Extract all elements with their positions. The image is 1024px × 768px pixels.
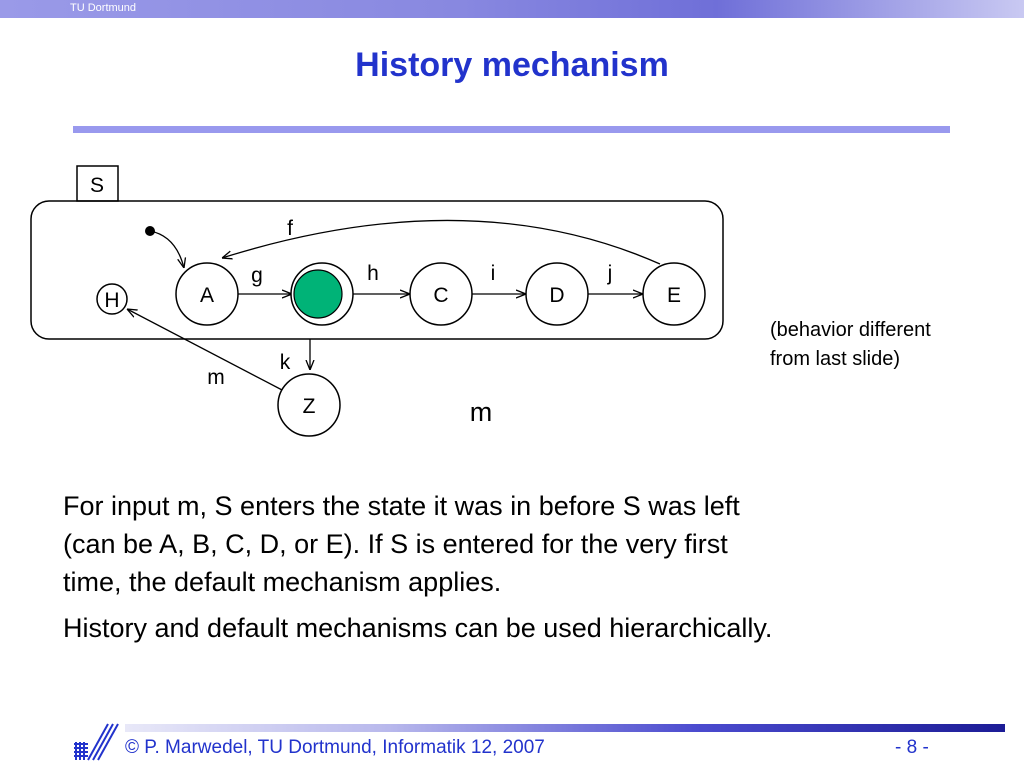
state-e-label: E: [666, 284, 682, 307]
state-a-label: A: [199, 284, 215, 307]
event-m-label: m: [469, 397, 493, 427]
body-paragraph: [63, 609, 983, 647]
body-line: (can be A, B, C, D, or E). If S is entered for the very first: [63, 529, 728, 559]
transition-k-label: k: [279, 351, 291, 374]
state-b-active-marker: [294, 270, 342, 318]
side-note-line: (behavior different: [770, 319, 931, 341]
header-org-label: TU Dortmund: [70, 2, 137, 14]
transition-f-label: f: [287, 217, 293, 240]
side-note-line: from last slide): [770, 348, 901, 370]
side-note: [770, 316, 1010, 374]
transition-i-label: i: [490, 262, 496, 285]
page-number: - 8 -: [895, 737, 929, 758]
body-text: [63, 487, 983, 655]
transition-m-label: m: [207, 366, 225, 389]
body-line: For input m, S enters the state it was in before S was left: [63, 491, 740, 521]
superstate-label: S: [89, 174, 105, 197]
transition-g-label: g: [251, 264, 263, 287]
history-label: H: [104, 289, 120, 312]
state-z-label: Z: [302, 395, 316, 418]
state-c-label: C: [433, 284, 449, 307]
university-logo-icon: [72, 720, 128, 764]
footer-copyright: © P. Marwedel, TU Dortmund, Informatik 12, 2007: [125, 737, 545, 758]
body-line: time, the default mechanism applies.: [63, 567, 502, 597]
default-transition-arrow: [150, 231, 184, 268]
body-paragraph: [63, 487, 983, 601]
transition-h-label: h: [367, 262, 379, 285]
transition-j-label: j: [607, 262, 613, 285]
body-line: History and default mechanisms can be used hierarchically.: [63, 613, 773, 643]
page-title: History mechanism: [355, 46, 669, 84]
state-d-label: D: [549, 284, 565, 307]
footer-bar: [125, 724, 1005, 732]
